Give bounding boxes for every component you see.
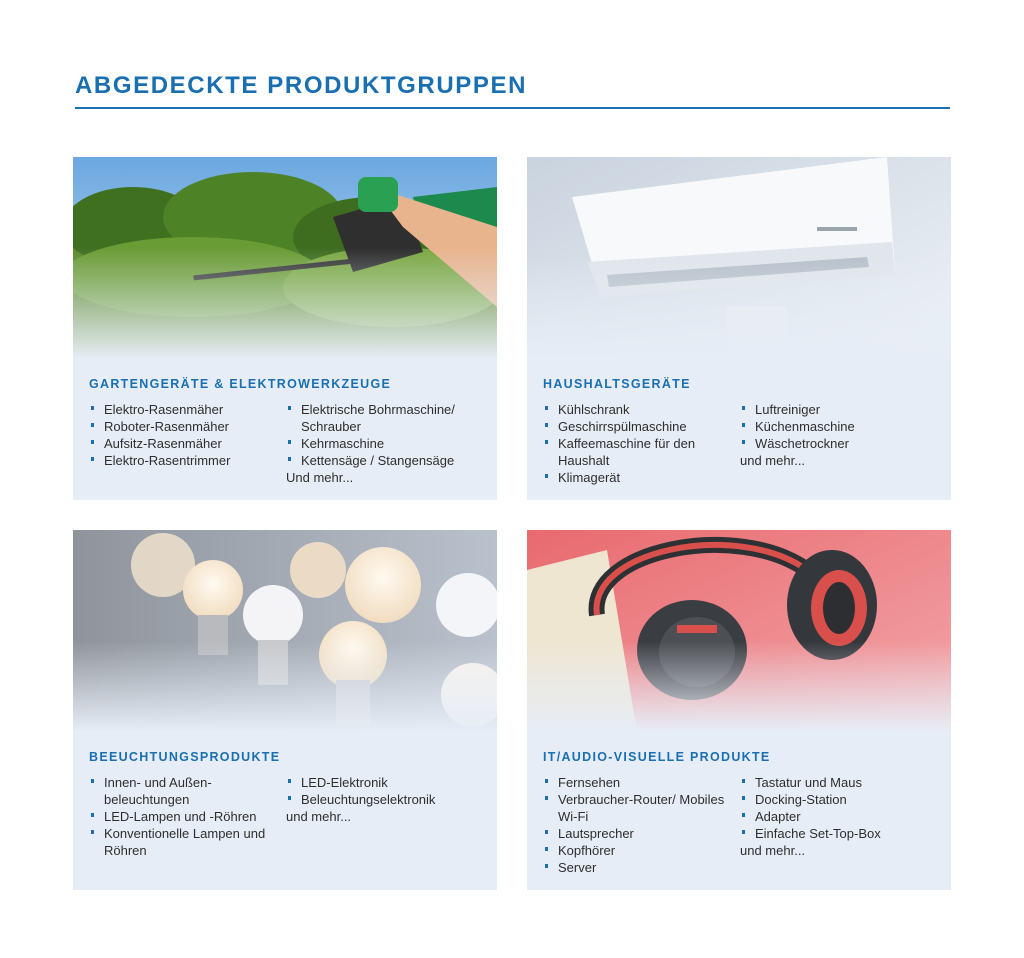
more-text xyxy=(286,469,486,486)
list-item: LED-Lampen und -Röhren xyxy=(89,808,279,825)
list-item: Server xyxy=(543,859,733,876)
more-text xyxy=(740,842,940,859)
card-heading: IT/AUDIO-VISUELLE PRODUKTE xyxy=(543,750,771,764)
list-item: Wäschetrockner xyxy=(740,435,940,452)
list-item: Elektro-Rasenmäher xyxy=(89,401,279,418)
list-item: Geschirrspülmaschine xyxy=(543,418,733,435)
title-divider xyxy=(75,107,950,109)
page-title: ABGEDECKTE PRODUKTGRUPPEN xyxy=(75,72,528,99)
product-list-left xyxy=(543,401,733,486)
product-group-card-lighting xyxy=(73,530,497,890)
light-bulbs-photo xyxy=(73,530,497,732)
list-item: Adapter xyxy=(740,808,940,825)
card-heading: HAUSHALTSGERÄTE xyxy=(543,377,691,391)
air-conditioner-photo xyxy=(527,157,951,359)
product-list-left xyxy=(89,401,279,469)
list-item: Kaffeemaschine für den Haushalt xyxy=(543,435,733,469)
list-item: Konventionelle Lampen und Röhren xyxy=(89,825,279,859)
more-text xyxy=(740,452,940,469)
list-item: Fernsehen xyxy=(543,774,733,791)
headphones-photo xyxy=(527,530,951,732)
product-group-card-garden xyxy=(73,157,497,500)
list-item: Kühlschrank xyxy=(543,401,733,418)
list-item: Aufsitz-Rasenmäher xyxy=(89,435,279,452)
list-item: Kopfhörer xyxy=(543,842,733,859)
product-group-card-household xyxy=(527,157,951,500)
product-list-right xyxy=(740,401,940,469)
list-item: Luftreiniger xyxy=(740,401,940,418)
list-item: Innen- und Außen-beleuchtungen xyxy=(89,774,279,808)
list-item: Roboter-Rasenmäher xyxy=(89,418,279,435)
list-item: Kehrmaschine xyxy=(286,435,486,452)
list-item: Elektro-Rasentrimmer xyxy=(89,452,279,469)
more-label: Und mehr... xyxy=(286,470,354,485)
list-item: Elektrische Bohrmaschine/ Schrauber xyxy=(286,401,486,435)
list-item: Beleuchtungselektronik xyxy=(286,791,486,808)
product-list-left xyxy=(89,774,279,859)
list-item: Küchenmaschine xyxy=(740,418,940,435)
list-item: Kettensäge / Stangensäge xyxy=(286,452,486,469)
list-item: Tastatur und Maus xyxy=(740,774,940,791)
list-item: Docking-Station xyxy=(740,791,940,808)
list-item: LED-Elektronik xyxy=(286,774,486,791)
hedge-trimmer-photo xyxy=(73,157,497,359)
list-item: Lautsprecher xyxy=(543,825,733,842)
product-list-left xyxy=(543,774,733,876)
list-item: Klimagerät xyxy=(543,469,733,486)
product-list-right xyxy=(286,401,486,486)
product-list-right xyxy=(740,774,940,859)
list-item: Einfache Set-Top-Box xyxy=(740,825,940,842)
card-heading: GARTENGERÄTE & ELEKTROWERKZEUGE xyxy=(89,377,392,391)
more-label: und mehr... xyxy=(286,809,352,824)
more-text xyxy=(286,808,486,825)
list-item: Verbraucher-Router/ Mobiles Wi-Fi xyxy=(543,791,733,825)
card-heading: BEEUCHTUNGSPRODUKTE xyxy=(89,750,281,764)
product-group-card-it-av xyxy=(527,530,951,890)
more-label: und mehr... xyxy=(740,453,806,468)
more-label: und mehr... xyxy=(740,843,806,858)
product-list-right xyxy=(286,774,486,825)
